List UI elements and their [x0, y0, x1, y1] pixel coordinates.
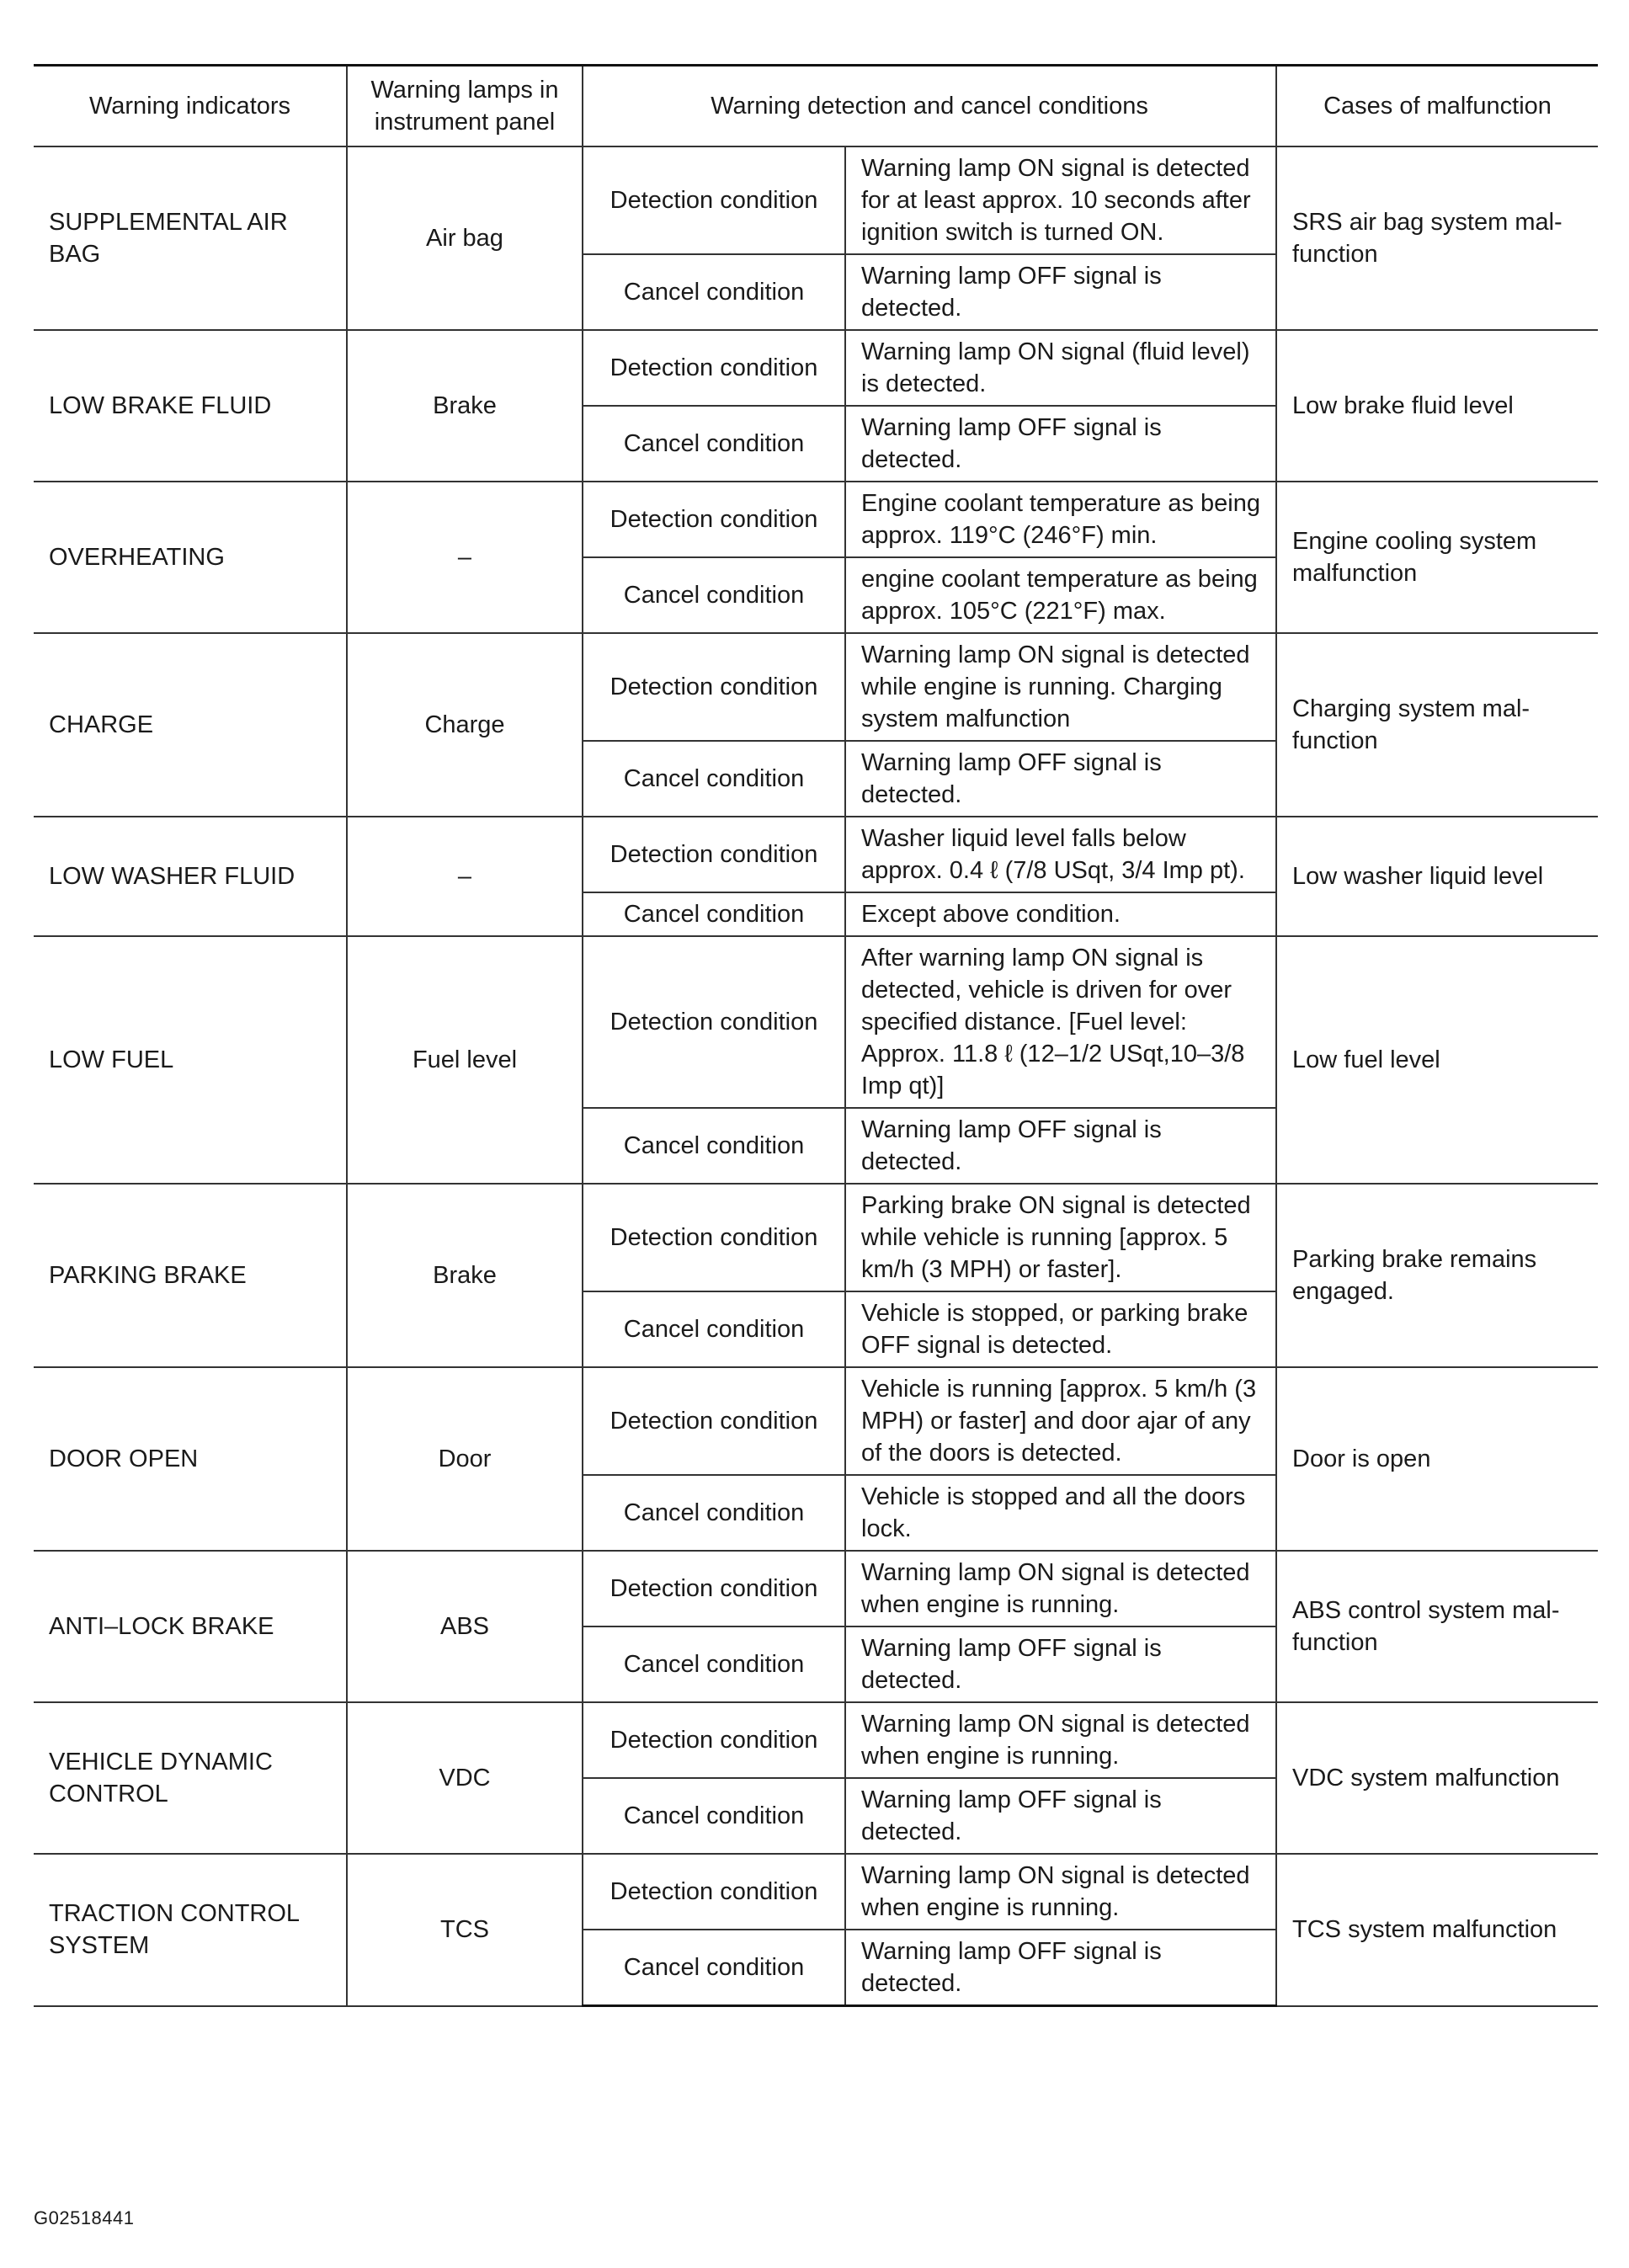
table-body: [34, 146, 1598, 2006]
detection-condition-text: Parking brake ON signal is detected while vehicle is running [approx. 5 km/h (3 MPH) or faster].: [845, 1184, 1276, 1291]
table-row-detection: [34, 633, 1598, 741]
table-row-detection: [34, 817, 1598, 892]
malfunction-case: Low brake fluid level: [1276, 330, 1598, 482]
cancel-condition-text: Warning lamp OFF signal is detected.: [845, 254, 1276, 330]
detection-condition-label: Detection condition: [583, 1367, 845, 1475]
detection-condition-label: Detection condition: [583, 482, 845, 557]
cancel-condition-label: Cancel condition: [583, 1778, 845, 1854]
malfunction-case: Charging system mal-function: [1276, 633, 1598, 817]
detection-condition-label: Detection condition: [583, 1854, 845, 1930]
cancel-condition-text: Warning lamp OFF signal is detected.: [845, 406, 1276, 482]
malfunction-case: Engine cooling system malfunction: [1276, 482, 1598, 633]
cancel-condition-label: Cancel condition: [583, 892, 845, 936]
detection-condition-label: Detection condition: [583, 817, 845, 892]
detection-condition-label: Detection condition: [583, 936, 845, 1108]
malfunction-case: ABS control system mal-function: [1276, 1551, 1598, 1702]
table-row-detection: [34, 330, 1598, 406]
warning-indicator-name: LOW BRAKE FLUID: [34, 330, 347, 482]
malfunction-case: SRS air bag system mal-function: [1276, 146, 1598, 330]
warning-indicator-name: LOW WASHER FLUID: [34, 817, 347, 936]
malfunction-case: VDC system malfunction: [1276, 1702, 1598, 1854]
detection-condition-label: Detection condition: [583, 1702, 845, 1778]
malfunction-case: Door is open: [1276, 1367, 1598, 1551]
warning-lamp-name: Brake: [347, 330, 583, 482]
cancel-condition-label: Cancel condition: [583, 1475, 845, 1551]
detection-condition-label: Detection condition: [583, 330, 845, 406]
detection-condition-text: Engine coolant temperature as being approx. 119°C (246°F) min.: [845, 482, 1276, 557]
malfunction-case: Parking brake remains engaged.: [1276, 1184, 1598, 1367]
detection-condition-label: Detection condition: [583, 633, 845, 741]
warning-indicator-name: CHARGE: [34, 633, 347, 817]
warning-indicator-name: DOOR OPEN: [34, 1367, 347, 1551]
detection-condition-label: Detection condition: [583, 1184, 845, 1291]
figure-id: G02518441: [34, 2207, 135, 2228]
warning-indicator-name: OVERHEATING: [34, 482, 347, 633]
table-row-detection: [34, 1551, 1598, 1626]
warning-indicator-table: [34, 64, 1598, 2007]
cancel-condition-label: Cancel condition: [583, 406, 845, 482]
warning-lamp-name: –: [347, 817, 583, 936]
cancel-condition-label: Cancel condition: [583, 1930, 845, 2006]
warning-lamp-name: Fuel level: [347, 936, 583, 1184]
header-detection-cancel-conditions: Warning detection and cancel conditions: [583, 66, 1276, 147]
cancel-condition-text: Vehicle is stopped and all the doors lock.: [845, 1475, 1276, 1551]
warning-lamp-name: ABS: [347, 1551, 583, 1702]
detection-condition-text: Warning lamp ON signal is detected for at least approx. 10 seconds after ignition switch is turned ON.: [845, 146, 1276, 254]
detection-condition-text: Washer liquid level falls below approx. 0.4 ℓ (7/8 USqt, 3/4 Imp pt).: [845, 817, 1276, 892]
warning-lamp-name: VDC: [347, 1702, 583, 1854]
warning-indicator-name: SUPPLEMENTAL AIR BAG: [34, 146, 347, 330]
cancel-condition-text: Except above condition.: [845, 892, 1276, 936]
malfunction-case: Low fuel level: [1276, 936, 1598, 1184]
warning-lamp-name: Air bag: [347, 146, 583, 330]
warning-lamp-name: –: [347, 482, 583, 633]
warning-lamp-name: TCS: [347, 1854, 583, 2006]
table-row-detection: [34, 936, 1598, 1108]
detection-condition-label: Detection condition: [583, 146, 845, 254]
header-warning-lamps: Warning lamps in instrument panel: [347, 66, 583, 147]
cancel-condition-label: Cancel condition: [583, 254, 845, 330]
cancel-condition-text: Warning lamp OFF signal is detected.: [845, 1930, 1276, 2006]
warning-lamp-name: Charge: [347, 633, 583, 817]
detection-condition-text: Warning lamp ON signal is detected when engine is running.: [845, 1702, 1276, 1778]
malfunction-case: Low washer liquid level: [1276, 817, 1598, 936]
table-row-detection: [34, 146, 1598, 254]
detection-condition-text: Warning lamp ON signal is detected while engine is running. Charging system malfunction: [845, 633, 1276, 741]
detection-condition-text: Warning lamp ON signal (fluid level) is detected.: [845, 330, 1276, 406]
warning-indicator-name: VEHICLE DYNAMIC CONTROL: [34, 1702, 347, 1854]
cancel-condition-label: Cancel condition: [583, 1291, 845, 1367]
detection-condition-text: Vehicle is running [approx. 5 km/h (3 MPH) or faster] and door ajar of any of the doors is detected.: [845, 1367, 1276, 1475]
cancel-condition-text: Warning lamp OFF signal is detected.: [845, 741, 1276, 817]
cancel-condition-text: Warning lamp OFF signal is detected.: [845, 1108, 1276, 1184]
cancel-condition-text: Warning lamp OFF signal is detected.: [845, 1626, 1276, 1702]
detection-condition-text: Warning lamp ON signal is detected when engine is running.: [845, 1551, 1276, 1626]
malfunction-case: TCS system malfunction: [1276, 1854, 1598, 2006]
warning-lamp-name: Door: [347, 1367, 583, 1551]
table-row-detection: [34, 482, 1598, 557]
warning-lamp-name: Brake: [347, 1184, 583, 1367]
table-row-detection: [34, 1367, 1598, 1475]
table-row-detection: [34, 1184, 1598, 1291]
cancel-condition-text: Warning lamp OFF signal is detected.: [845, 1778, 1276, 1854]
cancel-condition-label: Cancel condition: [583, 741, 845, 817]
warning-indicator-name: PARKING BRAKE: [34, 1184, 347, 1367]
cancel-condition-label: Cancel condition: [583, 557, 845, 633]
warning-table-sheet: [34, 64, 1598, 2007]
warning-indicator-name: TRACTION CONTROL SYSTEM: [34, 1854, 347, 2006]
table-header-row: [34, 66, 1598, 147]
cancel-condition-text: Vehicle is stopped, or parking brake OFF signal is detected.: [845, 1291, 1276, 1367]
detection-condition-text: After warning lamp ON signal is detected, vehicle is driven for over specified distance. [Fuel level: Approx. 11.8 ℓ (12–1/2 USqt,10–3/8 Imp qt)]: [845, 936, 1276, 1108]
warning-indicator-name: ANTI–LOCK BRAKE: [34, 1551, 347, 1702]
table-row-detection: [34, 1702, 1598, 1778]
detection-condition-label: Detection condition: [583, 1551, 845, 1626]
cancel-condition-text: engine coolant temperature as being approx. 105°C (221°F) max.: [845, 557, 1276, 633]
header-warning-indicators: Warning indicators: [34, 66, 347, 147]
warning-indicator-name: LOW FUEL: [34, 936, 347, 1184]
header-cases-of-malfunction: Cases of malfunction: [1276, 66, 1598, 147]
detection-condition-text: Warning lamp ON signal is detected when engine is running.: [845, 1854, 1276, 1930]
cancel-condition-label: Cancel condition: [583, 1626, 845, 1702]
cancel-condition-label: Cancel condition: [583, 1108, 845, 1184]
table-row-detection: [34, 1854, 1598, 1930]
